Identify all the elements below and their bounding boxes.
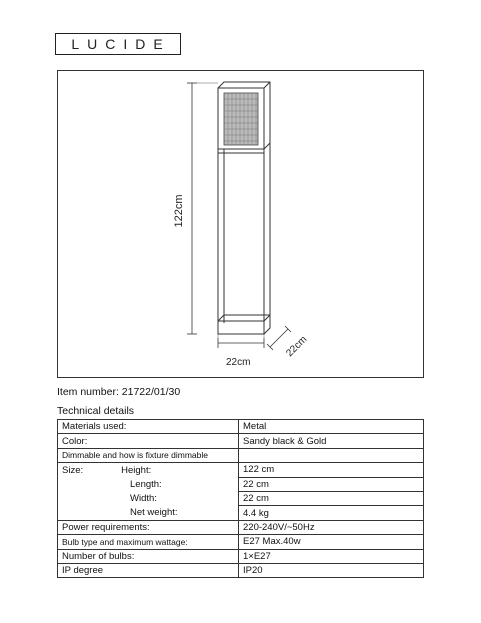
spec-value: IP20	[239, 563, 424, 577]
spec-value: 122 cm	[239, 463, 424, 477]
spec-sub-label: Width:	[130, 493, 157, 505]
spec-label: Dimmable and how is fixture dimmable	[58, 448, 239, 462]
spec-value: 22 cm	[239, 477, 424, 491]
spec-value: 220-240V/~50Hz	[239, 520, 424, 534]
spec-label: Materials used:	[58, 420, 239, 434]
spec-row-materials	[58, 420, 424, 434]
size-width-cell	[58, 491, 239, 505]
technical-details-title: Technical details	[57, 405, 135, 417]
spec-value: 4.4 kg	[239, 506, 424, 520]
size-length-cell	[58, 477, 239, 491]
item-number: Item number: 21722/01/30	[57, 386, 181, 398]
spec-row-length	[58, 477, 424, 491]
size-net-weight-cell	[58, 506, 239, 520]
spec-value: E27 Max.40w	[239, 535, 424, 549]
depth-dimension-label: 22cm	[284, 334, 310, 360]
spec-row-width	[58, 491, 424, 505]
spec-row-number-of-bulbs	[58, 549, 424, 563]
spec-row-dimmable	[58, 448, 424, 462]
spec-sub-label: Height:	[121, 464, 152, 476]
spec-label: Power requirements:	[58, 520, 239, 534]
height-dimension-label: 122cm	[173, 194, 185, 228]
brand-logo	[55, 33, 181, 55]
spec-row-height	[58, 463, 424, 477]
spec-value	[239, 448, 424, 462]
spec-label: IP degree	[58, 563, 239, 577]
product-drawing	[57, 70, 424, 378]
spec-value: Metal	[239, 420, 424, 434]
size-height-cell	[58, 463, 239, 477]
spec-sub-label: Net weight:	[130, 507, 178, 519]
spec-label: Color:	[58, 434, 239, 448]
mesh-shade	[224, 93, 258, 145]
floor-lamp-illustration	[58, 71, 425, 379]
spec-row-net-weight	[58, 506, 424, 520]
spec-row-bulb	[58, 535, 424, 549]
spec-row-power	[58, 520, 424, 534]
spec-value: Sandy black & Gold	[239, 434, 424, 448]
spec-label: Bulb type and maximum wattage:	[58, 535, 239, 549]
spec-value: 22 cm	[239, 491, 424, 505]
spec-row-ip	[58, 563, 424, 577]
spec-label: Number of bulbs:	[58, 549, 239, 563]
spec-sub-label: Length:	[130, 478, 162, 490]
technical-details-table	[57, 419, 424, 578]
size-label: Size:	[62, 464, 84, 476]
width-dimension-label: 22cm	[226, 357, 251, 368]
spec-value: 1×E27	[239, 549, 424, 563]
brand-logo-text: LUCIDE	[71, 36, 171, 52]
spec-row-color	[58, 434, 424, 448]
